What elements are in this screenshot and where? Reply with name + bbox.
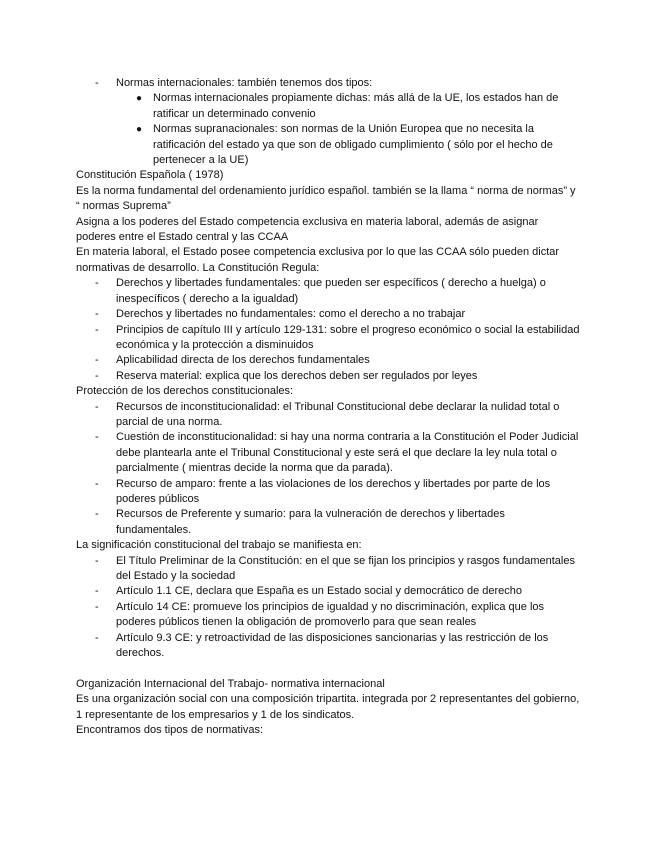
dash-marker: - bbox=[95, 477, 99, 490]
section-heading-proteccion: Protección de los derechos constitucionales: bbox=[76, 385, 294, 398]
dash-marker: - bbox=[95, 369, 99, 382]
list-item bbox=[76, 600, 580, 631]
trabajo-list bbox=[76, 554, 580, 662]
list-item-text: Reserva material: explica que los derechos deben ser regulados por leyes bbox=[116, 369, 478, 382]
intro-sublist bbox=[76, 91, 580, 168]
list-item-text: Normas supranacionales: son normas de la Unión Europea que no necesita la ratificación del estado ya que son de obligado cumplimiento ( sólo por el hecho de pertenecer a la UE) bbox=[153, 123, 553, 167]
bullet-marker: ● bbox=[136, 93, 143, 105]
list-item-text: Normas internacionales: también tenemos dos tipos: bbox=[116, 77, 373, 89]
list-item-text: Derechos y libertades fundamentales: que pueden ser específicos ( derecho a huelga) o inespecíficos ( derecho a la igualdad) bbox=[116, 277, 546, 305]
dash-marker: - bbox=[95, 354, 99, 367]
dash-marker: - bbox=[95, 508, 99, 521]
list-item-text: Normas internacionales propiamente dichas: más allá de la UE, los estados han de ratificar un determinado convenio bbox=[153, 92, 559, 120]
list-item bbox=[76, 477, 580, 508]
dash-marker: - bbox=[95, 631, 99, 644]
list-item-text: Recursos de Preferente y sumario: para la vulneración de derechos y libertades fundamentales. bbox=[116, 508, 505, 536]
list-item-text: Artículo 9.3 CE: y retroactividad de las disposiciones sancionarias y las restricción de los derechos. bbox=[116, 631, 549, 660]
list-item-text: Derechos y libertades no fundamentales: como el derecho a no trabajar bbox=[116, 308, 466, 321]
list-item bbox=[76, 353, 580, 368]
list-item-text: Artículo 1.1 CE, declara que España es un Estado social y democrático de derecho bbox=[116, 585, 523, 598]
list-item-text: Recursos de inconstitucionalidad: el Tribunal Constitucional debe declarar la nulidad total o parcial de una norma. bbox=[116, 400, 560, 428]
dash-marker: - bbox=[95, 600, 99, 613]
regula-list bbox=[76, 276, 580, 384]
list-item-text: Cuestión de inconstitucionalidad: si hay una norma contraria a la Constitución el Poder Judicial debe plantearla ante el Tribunal Constitucional y este será el que declare la ley nula total o parcialmente ( mientras decide la norma que da parada). bbox=[116, 431, 579, 475]
list-item bbox=[76, 122, 580, 168]
list-item-text: Artículo 14 CE: promueve los principios de igualdad y no discriminación, explica que los poderes públicos tienen la obligación de promoverlo para que sean reales bbox=[116, 600, 545, 629]
list-item-text: Principios de capítulo III y artículo 129-131: sobre el progreso económico o social la estabilidad económica y la protección a disminuidos bbox=[116, 323, 580, 351]
list-item bbox=[76, 323, 580, 354]
list-item bbox=[76, 631, 580, 662]
dash-marker: - bbox=[95, 323, 99, 336]
list-item bbox=[76, 276, 580, 307]
list-item-text: Recurso de amparo: frente a las violaciones de los derechos y libertades por parte de los poderes públicos bbox=[116, 477, 551, 505]
paragraph: Es la norma fundamental del ordenamiento jurídico español. también se la llama “ norma de normas” y “ normas Suprema” bbox=[76, 184, 576, 213]
blank-line bbox=[76, 661, 580, 676]
list-item-text: Aplicabilidad directa de los derechos fundamentales bbox=[116, 354, 370, 367]
list-item bbox=[76, 76, 580, 91]
section-heading-oit: Organización Internacional del Trabajo- normativa internacional bbox=[76, 677, 385, 690]
intro-list bbox=[76, 76, 580, 91]
document-page bbox=[76, 76, 580, 738]
dash-marker: - bbox=[95, 277, 99, 290]
list-item bbox=[76, 430, 580, 476]
dash-marker: - bbox=[95, 585, 99, 598]
list-item bbox=[76, 91, 580, 122]
list-item bbox=[76, 400, 580, 431]
list-item bbox=[76, 307, 580, 322]
paragraph: En materia laboral, el Estado posee competencia exclusiva por lo que las CCAA sólo pueden dictar normativas de desarrollo. La Constitución Regula: bbox=[76, 246, 560, 274]
paragraph: Encontramos dos tipos de normativas: bbox=[76, 724, 264, 737]
section-heading-constitucion: Constitución Española ( 1978) bbox=[76, 169, 224, 182]
dash-marker: - bbox=[95, 554, 99, 567]
dash-marker: - bbox=[95, 400, 99, 413]
bullet-marker: ● bbox=[136, 124, 143, 136]
list-item bbox=[76, 554, 580, 585]
paragraph: Es una organización social con una composición tripartita. integrada por 2 representantes del gobierno, 1 representante de los empresarios y 1 de los sindicatos. bbox=[76, 693, 580, 721]
proteccion-list bbox=[76, 400, 580, 539]
dash-marker: - bbox=[95, 308, 99, 321]
list-item bbox=[76, 507, 580, 538]
list-item bbox=[76, 369, 580, 384]
list-item bbox=[76, 584, 580, 599]
section-heading-trabajo: La significación constitucional del trabajo se manifiesta en: bbox=[76, 539, 362, 552]
dash-marker: - bbox=[95, 77, 99, 89]
list-item-text: El Título Preliminar de la Constitución: en el que se fijan los principios y rasgos fundamentales del Estado y la sociedad bbox=[116, 554, 575, 582]
dash-marker: - bbox=[95, 431, 99, 444]
paragraph: Asigna a los poderes del Estado competencia exclusiva en materia laboral, además de asignar poderes entre el Estado central y las CCAA bbox=[76, 215, 539, 244]
